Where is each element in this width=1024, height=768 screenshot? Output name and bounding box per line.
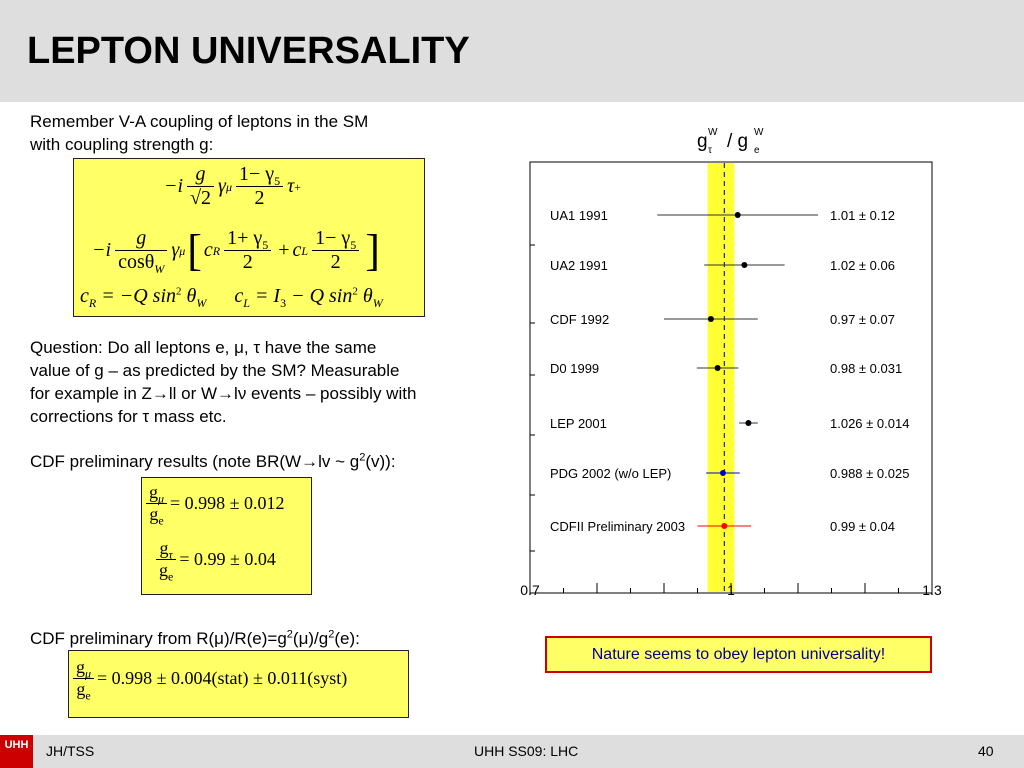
fraction-den: 2	[330, 251, 341, 273]
fraction-den: √2	[190, 187, 212, 209]
cdf-r-sup: 2	[328, 628, 335, 641]
logo-text: UHH	[4, 739, 29, 751]
r-formula	[73, 657, 348, 703]
fraction-den	[146, 504, 167, 528]
intro-line-1: Remember V-A coupling of leptons in the SM	[30, 112, 369, 131]
measurement-label: CDFII Preliminary 2003	[550, 519, 686, 534]
formula-sub: 5	[350, 238, 357, 252]
fraction-num	[224, 227, 271, 251]
measurement-value: 0.98 ± 0.031	[830, 361, 903, 376]
measurement-label: LEP 2001	[550, 416, 607, 431]
intro-line-2: with coupling strength g:	[30, 135, 214, 154]
formula-sub: τ	[168, 547, 173, 562]
measurement-value: 1.01 ± 0.12	[830, 208, 895, 223]
tick-label: 1	[727, 582, 735, 598]
formula-text: θ	[186, 285, 197, 307]
formula-text: g	[76, 657, 85, 677]
data-point	[741, 262, 747, 268]
footer-author: JH/TSS	[46, 743, 95, 759]
formula-row-3	[80, 285, 383, 308]
cdf-br-label: CDF preliminary results (note BR(W→lv ~ g	[30, 452, 360, 471]
fraction	[156, 538, 176, 584]
measurement-label: D0 1999	[550, 361, 600, 376]
fraction	[73, 657, 94, 703]
question-line: for example in Z→ll or W→lν events – possibly with	[30, 384, 417, 403]
formula-text: c	[292, 239, 302, 261]
formula-text: − Q sin	[291, 285, 353, 307]
cdf-br-end: (v)):	[365, 452, 396, 471]
fraction-num	[312, 227, 359, 251]
cdf-br-sup: 2	[359, 451, 366, 464]
data-point	[721, 523, 727, 529]
br-tau-value: = 0.99 ± 0.04	[179, 549, 276, 569]
formula-sub: e	[85, 688, 91, 703]
r-formula-box	[68, 650, 409, 718]
formula-sub: R	[88, 296, 97, 310]
fraction-num	[156, 538, 176, 560]
footer-course: UHH SS09: LHC	[474, 743, 579, 759]
chart-title-sub: e	[754, 145, 760, 156]
plus-sign: +	[278, 239, 290, 261]
br-formula-box	[141, 477, 312, 595]
fraction	[187, 163, 214, 210]
formula-text: τ	[287, 175, 295, 197]
measurement-value: 0.988 ± 0.025	[830, 466, 910, 481]
formula-text: g	[149, 504, 159, 524]
formula-text: cosθ	[118, 251, 155, 273]
cdf-r-mid: (μ)/g	[292, 629, 329, 648]
fraction	[236, 163, 283, 210]
fraction-num	[146, 482, 167, 504]
chart-title-sup: W	[708, 127, 718, 138]
formula-row-2: −i $\frac{g}{\cos\theta_W}$ γ μ [ c R $\frac{1+ \gamma_5}{2}$ + c L $\frac{1- \gamma_5}{2}$ ]	[92, 226, 380, 276]
formula-sub: e	[168, 569, 174, 584]
chart-title-slash: / g	[727, 131, 749, 152]
br-mu-value: = 0.998 ± 0.012	[170, 493, 285, 513]
fraction-num: g	[187, 163, 214, 187]
fraction-den: 2	[242, 251, 253, 273]
chart-title	[697, 127, 764, 156]
question-line: corrections for τ mass etc.	[30, 407, 227, 426]
formula-bracket: ]	[365, 226, 380, 275]
measurement-value: 1.02 ± 0.06	[830, 258, 895, 273]
formula-text: = −Q sin	[101, 285, 177, 307]
formula-sub: W	[196, 296, 207, 310]
formula-sup: 2	[352, 285, 358, 298]
formula-text: g	[76, 679, 86, 699]
slide-title: LEPTON UNIVERSALITY	[27, 30, 470, 72]
formula-sub: 5	[262, 238, 269, 252]
measurement-value: 0.97 ± 0.07	[830, 312, 895, 327]
formula-sub: μ	[85, 666, 92, 681]
tick-label: 1.3	[922, 582, 942, 598]
formula-sub: e	[158, 513, 164, 528]
formula-sub: L	[243, 296, 250, 310]
fraction	[115, 227, 167, 274]
formula-text: −i	[164, 175, 184, 197]
tick-label: 0.7	[520, 582, 540, 598]
formula-sup: 2	[176, 285, 182, 298]
fraction-num: g	[115, 227, 167, 251]
r-value: = 0.998 ± 0.004(stat) ± 0.011(syst)	[97, 668, 348, 688]
formula-text: θ	[362, 285, 373, 307]
br-tau-formula	[156, 538, 276, 584]
formula-text: = I	[254, 285, 281, 307]
sm-band	[708, 163, 735, 592]
formula-sub: μ	[158, 491, 165, 506]
measurement-label: UA2 1991	[550, 258, 608, 273]
formula-text: g	[159, 560, 168, 580]
question-text	[30, 336, 416, 428]
formula-sub: W	[154, 262, 165, 276]
data-point	[715, 365, 721, 371]
formula-text: c	[234, 285, 244, 307]
chart-title-sub: τ	[708, 145, 712, 156]
fraction	[224, 227, 271, 274]
formula-text: γ	[171, 239, 180, 261]
coupling-formula-box	[73, 158, 425, 317]
measurement-label: CDF 1992	[550, 312, 610, 327]
fraction-den	[156, 560, 176, 584]
formula-sub: W	[372, 296, 383, 310]
question-line: value of g – as predicted by the SM? Measurable	[30, 361, 400, 380]
formula-text: −i	[92, 239, 112, 261]
formula-text: g	[159, 538, 169, 558]
formula-text: 1− γ	[315, 227, 351, 249]
data-point	[735, 212, 741, 218]
chart-title-g: g	[697, 131, 708, 152]
intro-text	[30, 110, 368, 156]
measurement-label: UA1 1991	[550, 208, 608, 223]
cdf-r-label: CDF preliminary from R(μ)/R(e)=g	[30, 629, 287, 648]
fraction-den: 2	[254, 187, 265, 209]
formula-text: g	[149, 482, 158, 502]
chart-title-sup: W	[754, 127, 764, 138]
formula-text: γ	[218, 175, 226, 197]
formula-row-1: −i $\frac{g}{√2}$ γ μ $\frac{1- \gamma_5}{2}$ τ +	[164, 163, 302, 209]
measurement-value: 1.026 ± 0.014	[830, 416, 910, 431]
uhh-logo	[0, 735, 33, 768]
formula-text: c	[80, 285, 89, 307]
nature-note: Nature seems to obey lepton universality!	[545, 636, 932, 673]
data-point	[745, 420, 751, 426]
measurement-value: 0.99 ± 0.04	[830, 519, 895, 534]
cdf-r-end: (e):	[334, 629, 360, 648]
formula-sub: 3	[280, 296, 287, 310]
formula-sub: 5	[274, 174, 281, 188]
question-line: Question: Do all leptons e, μ, τ have the same	[30, 338, 377, 357]
formula-text: 1+ γ	[227, 227, 263, 249]
fraction-num	[236, 163, 283, 187]
cdf-r-sup: 2	[286, 628, 293, 641]
cdf-br-text	[30, 450, 396, 473]
universality-chart	[510, 115, 950, 605]
formula-bracket: [	[187, 226, 202, 275]
fraction	[146, 482, 167, 528]
cdf-r-text	[30, 627, 360, 650]
formula-text: 1− γ	[238, 163, 275, 185]
measurement-label: PDG 2002 (w/o LEP)	[550, 466, 672, 481]
data-point	[708, 316, 714, 322]
fraction	[312, 227, 359, 274]
br-mu-formula	[146, 482, 285, 528]
page-number: 40	[978, 743, 994, 759]
fraction-den	[73, 679, 94, 703]
formula-text: c	[203, 239, 213, 261]
fraction-num	[73, 657, 94, 679]
fraction-den	[115, 251, 167, 274]
data-point	[720, 470, 726, 476]
